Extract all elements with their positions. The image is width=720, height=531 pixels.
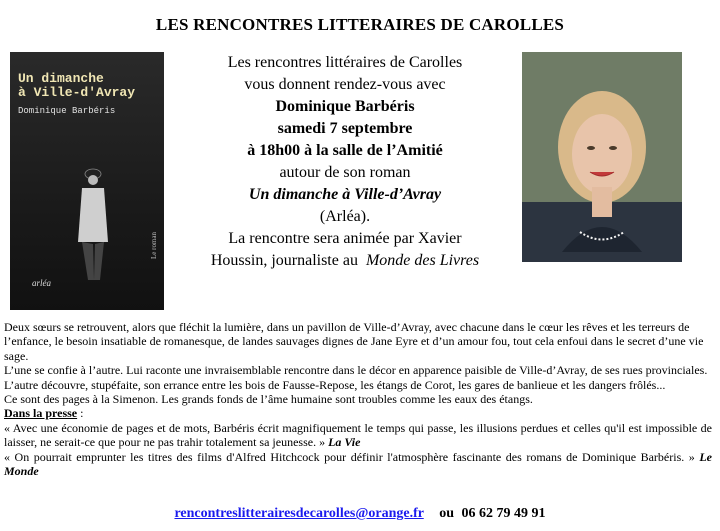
description-paragraph-3: Ce sont des pages à la Simenon. Les grands fonds de l’âme humaine sont troubles comme les eaux des étangs.	[4, 392, 533, 407]
announcement-moderator-line2	[175, 250, 515, 272]
announcement-around: autour de son roman	[279, 164, 411, 181]
walking-man-illustration	[68, 162, 118, 282]
book-cover-title-line2: à Ville-d'Avray	[18, 85, 136, 100]
announcement-line1: Les rencontres littéraires de Carolles	[227, 54, 463, 71]
description-paragraph-2: L’une se confie à l’autre. Lui raconte une invraisemblable rencontre dans le décor en apparence paisible de Ville-d’Avray, de ses rues provinciales. L’autre découvre, stupéfaite, son errance entre les bois de Fausse-Repose, les étangs de Corot, les gares de banlieue et les dangers frôlés...	[4, 363, 708, 392]
press-heading: Dans la presse	[4, 406, 78, 421]
announcement-date: samedi 7 septembre	[277, 120, 413, 137]
description-paragraph-1: Deux sœurs se retrouvent, alors que fléchit la lumière, dans un pavillon de Ville-d’Avray, avec chacune dans le cœur les rêves et les terreurs de l’enfance, le besoin insatiable de romanesque, de landes sauvages dignes de Jane Eyre et d’un amour fou, tout cela enfoui dans le secret d’une vie sage.	[4, 320, 704, 363]
author-portrait-illustration	[522, 52, 682, 262]
author-portrait	[522, 52, 682, 262]
press-heading-line	[4, 406, 712, 420]
quote-1-source: La Vie	[328, 435, 361, 450]
book-cover-spine-text: Le roman	[150, 232, 158, 260]
book-cover-image	[10, 52, 164, 310]
contact-line	[0, 506, 720, 522]
announcement-publisher: (Arléa).	[319, 208, 371, 225]
moderator-text: Houssin, journaliste au	[210, 252, 358, 269]
contact-separator: ou	[439, 506, 455, 521]
contact-email-link[interactable]: rencontreslitterairesdecarolles@orange.fr	[174, 506, 424, 521]
quote-1-text: « Avec une économie de pages et de mots, Barbéris écrit magnifiquement le temps qui passe, les illusions perdues et celles qu'il est impossible de laisser, ne serait-ce que pour ne pas trahir totalement sa jeunesse. »	[4, 420, 712, 450]
quote-2-source: Le Monde	[4, 449, 712, 479]
press-quote-1	[4, 421, 712, 450]
announcement-time-place: à 18h00 à la salle de l’Amitié	[247, 142, 443, 159]
announcement-moderator-line1: La rencontre sera animée par Xavier	[228, 230, 462, 247]
journal-name: Monde des Livres	[365, 252, 480, 269]
page-title: LES RENCONTRES LITTERAIRES DE CAROLLES	[155, 15, 565, 34]
quote-2-text: « On pourrait emprunter les titres des films d'Alfred Hitchcock pour définir l'atmosphère fascinante des romans de Dominique Barbéris. »	[4, 449, 695, 464]
book-cover-author: Dominique Barbéris	[18, 106, 116, 116]
announcement-book-title: Un dimanche à Ville-d’Avray	[248, 186, 442, 203]
book-cover-title-line1: Un dimanche	[18, 71, 104, 86]
announcement	[175, 52, 515, 272]
book-cover-publisher: arléa	[32, 278, 51, 288]
contact-phone: 06 62 79 49 91	[461, 506, 546, 521]
press-heading-colon: :	[77, 406, 84, 421]
press-quote-2	[4, 450, 712, 479]
book-description	[4, 320, 712, 478]
announcement-author: Dominique Barbéris	[275, 98, 415, 115]
announcement-line2: vous donnent rendez-vous avec	[244, 76, 446, 93]
